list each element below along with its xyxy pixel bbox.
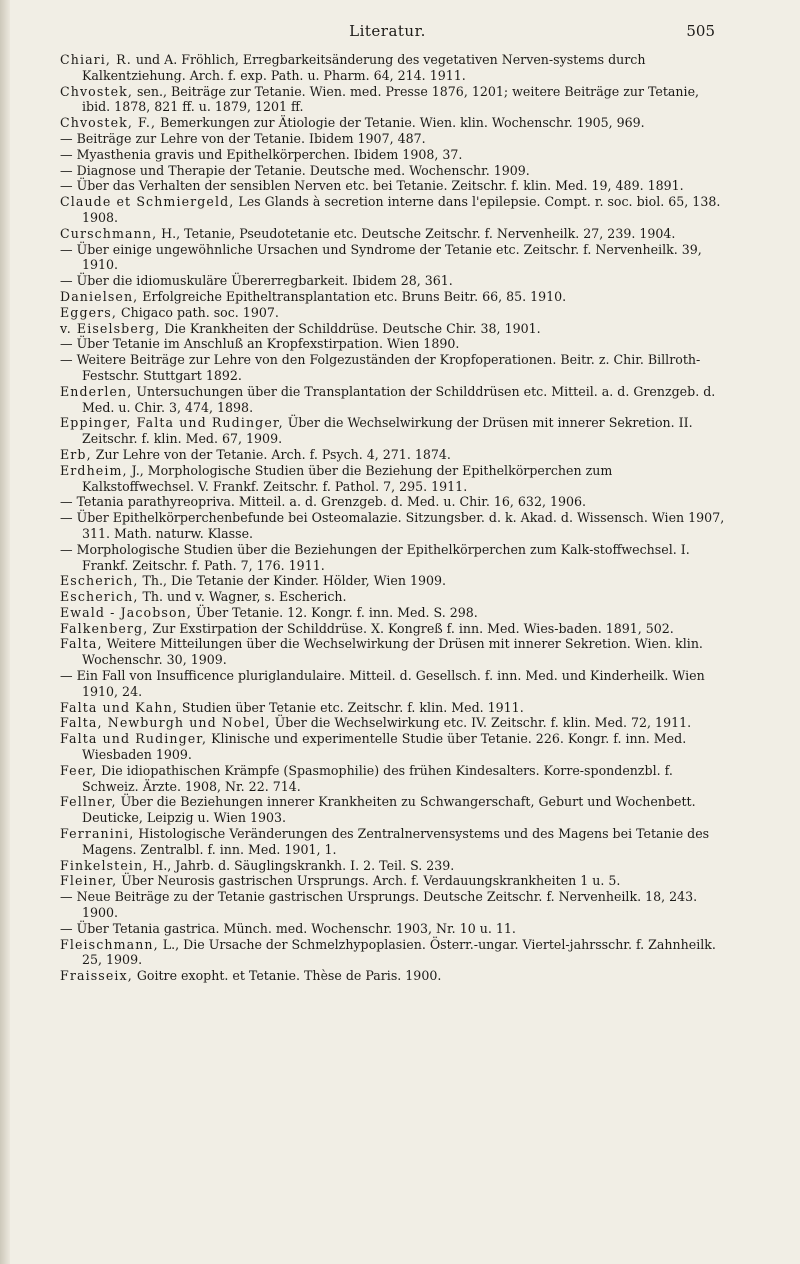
reference-text: — Über Tetanie im Anschluß an Kropfexstirpation. Wien 1890. xyxy=(60,336,460,352)
reference-text: Über Neurosis gastrischen Ursprungs. Arch. f. Verdauungskrankheiten 1 u. 5. xyxy=(117,873,621,889)
reference-entry xyxy=(60,858,725,874)
reference-text: H., Jahrb. d. Säuglingskrankh. I. 2. Teil. S. 239. xyxy=(148,857,455,873)
reference-text: — Ein Fall von Insufficence pluriglandulaire. Mitteil. d. Gesellsch. f. inn. Med. und Kinderheilk. Wien 1910, 24. xyxy=(60,668,705,699)
reference-entry xyxy=(60,668,725,700)
reference-text: — Über das Verhalten der sensiblen Nerven etc. bei Tetanie. Zeitschr. f. klin. Med. 19, 489. 1891. xyxy=(60,178,684,194)
reference-entry xyxy=(60,194,725,226)
reference-entry xyxy=(60,321,725,337)
reference-entry xyxy=(60,163,725,179)
reference-text: — Diagnose und Therapie der Tetanie. Deutsche med. Wochenschr. 1909. xyxy=(60,162,530,178)
reference-entry xyxy=(60,415,725,447)
reference-author: Chvostek, xyxy=(60,83,133,99)
reference-author: Falta, xyxy=(60,636,103,652)
reference-text: Über die Wechselwirkung etc. IV. Zeitschr. f. klin. Med. 72, 1911. xyxy=(270,715,692,731)
reference-text: — Über Epithelkörperchenbefunde bei Osteomalazie. Sitzungsber. d. k. Akad. d. Wissensch. Wien 1907, 311. Math. naturw. Klasse. xyxy=(60,510,725,541)
reference-text: Klinische und experimentelle Studie über Tetanie. 226. Kongr. f. inn. Med. Wiesbaden 1909. xyxy=(82,731,687,763)
reference-author: Enderlen, xyxy=(60,383,133,399)
reference-entry xyxy=(60,115,725,131)
reference-entry xyxy=(60,763,725,795)
reference-entry xyxy=(60,131,725,147)
reference-author: Ferranini, xyxy=(60,826,135,842)
reference-text: — Tetania parathyreopriva. Mitteil. a. d. Grenzgeb. d. Med. u. Chir. 16, 632, 1906. xyxy=(60,494,587,510)
reference-author: Claude et Schmiergeld, xyxy=(60,194,235,210)
reference-entry xyxy=(60,700,725,716)
reference-text: Zur Exstirpation der Schilddrüse. X. Kongreß f. inn. Med. Wies-baden. 1891, 502. xyxy=(148,620,674,636)
reference-entry xyxy=(60,621,725,637)
reference-author: Fleiner, xyxy=(60,873,118,889)
reference-text: Studien über Tetanie etc. Zeitschr. f. klin. Med. 1911. xyxy=(177,699,524,715)
reference-entry xyxy=(60,636,725,668)
reference-entry xyxy=(60,84,725,116)
reference-text: Erfolgreiche Epitheltransplantation etc. Bruns Beitr. 66, 85. 1910. xyxy=(138,288,567,304)
reference-text: Histologische Veränderungen des Zentralnervensystems und des Magens bei Tetanie des Magens. Zentralbl. f. inn. Med. 1901, 1. xyxy=(82,826,710,857)
reference-author: Chvostek, F., xyxy=(60,115,157,131)
reference-text: Die idiopathischen Krämpfe (Spasmophilie) des frühen Kindesalters. Korre-spondenzbl. f. Schweiz. Ärzte. 1908, Nr. 22. 714. xyxy=(82,762,673,794)
reference-author: Escherich, xyxy=(60,589,139,605)
reference-author: Falta und Rudinger, xyxy=(60,731,208,747)
reference-text: Über die Beziehungen innerer Krankheiten zu Schwangerschaft, Geburt und Wochenbett. Deuticke, Leipzig u. Wien 1903. xyxy=(82,794,696,826)
reference-text: — Weitere Beiträge zur Lehre von den Folgezuständen der Kropfoperationen. Beitr. z. Chir. Billroth-Festschr. Stuttgart 1892. xyxy=(60,352,701,383)
reference-entry xyxy=(60,147,725,163)
reference-author: Eppinger, Falta und Rudinger, xyxy=(60,415,284,431)
reference-entry xyxy=(60,352,725,384)
reference-text: H., Tetanie, Pseudotetanie etc. Deutsche Zeitschr. f. Nervenheilk. 27, 239. 1904. xyxy=(157,225,676,241)
reference-text: Die Krankheiten der Schilddrüse. Deutsche Chir. 38, 1901. xyxy=(160,320,541,336)
reference-author: Fellner, xyxy=(60,794,117,810)
reference-text: Weitere Mitteilungen über die Wechselwirkung der Drüsen mit innerer Sekretion. Wien. klin. Wochenschr. 30, 1909. xyxy=(82,636,703,668)
reference-entry xyxy=(60,336,725,352)
reference-entry xyxy=(60,794,725,826)
reference-author: Escherich, xyxy=(60,573,139,589)
reference-text: — Über einige ungewöhnliche Ursachen und Syndrome der Tetanie etc. Zeitschr. f. Nervenheilk. 39, 1910. xyxy=(60,241,702,273)
reference-text: Bemerkungen zur Ätiologie der Tetanie. Wien. klin. Wochenschr. 1905, 969. xyxy=(156,115,645,131)
reference-text: Th., Die Tetanie der Kinder. Hölder, Wien 1909. xyxy=(138,573,447,589)
reference-text: Untersuchungen über die Transplantation der Schilddrüsen etc. Mitteil. a. d. Grenzgeb. d. Med. u. Chir. 3, 474, 1898. xyxy=(82,383,716,415)
reference-entry xyxy=(60,510,725,542)
reference-list xyxy=(60,52,725,984)
reference-entry xyxy=(60,463,725,495)
reference-entry xyxy=(60,242,725,274)
reference-text: — Beiträge zur Lehre von der Tetanie. Ibidem 1907, 487. xyxy=(60,130,426,146)
reference-author: Falta und Kahn, xyxy=(60,699,178,715)
reference-text: Les Glands à secretion interne dans l'epilepsie. Compt. r. soc. biol. 65, 138. 1908. xyxy=(82,194,721,225)
reference-author: Falta, Newburgh und Nobel, xyxy=(60,715,271,731)
reference-author: Feer, xyxy=(60,762,98,778)
reference-author: Falkenberg, xyxy=(60,620,149,636)
reference-author: Finkelstein, xyxy=(60,857,149,873)
reference-author: Danielsen, xyxy=(60,288,139,304)
reference-entry xyxy=(60,384,725,416)
reference-text: — Über die idiomuskuläre Übererregbarkeit. Ibidem 28, 361. xyxy=(60,273,453,289)
page-header xyxy=(60,22,715,42)
reference-entry xyxy=(60,494,725,510)
reference-text: sen., Beiträge zur Tetanie. Wien. med. Presse 1876, 1201; weitere Beiträge zur Tetanie, ibid. 1878, 821 ff. u. 1879, 1201 ff. xyxy=(82,83,700,115)
reference-entry xyxy=(60,873,725,889)
reference-entry xyxy=(60,542,725,574)
reference-entry xyxy=(60,589,725,605)
reference-entry xyxy=(60,178,725,194)
reference-text: Goitre exopht. et Tetanie. Thèse de Paris. 1900. xyxy=(132,968,442,984)
reference-entry xyxy=(60,447,725,463)
reference-author: Fleischmann, xyxy=(60,936,159,952)
reference-text: — Myasthenia gravis und Epithelkörperchen. Ibidem 1908, 37. xyxy=(60,146,463,162)
reference-entry xyxy=(60,573,725,589)
reference-text: J., Morphologische Studien über die Beziehung der Epithelkörperchen zum Kalkstoffwechsel. V. Frankf. Zeitschr. f. Pathol. 7, 295. 1911. xyxy=(82,462,613,494)
reference-entry xyxy=(60,731,725,763)
reference-text: Chigaco path. soc. 1907. xyxy=(116,304,279,320)
reference-entry xyxy=(60,921,725,937)
reference-author: Curschmann, xyxy=(60,225,158,241)
reference-entry xyxy=(60,826,725,858)
reference-author: Erb, xyxy=(60,446,92,462)
reference-text: Zur Lehre von der Tetanie. Arch. f. Psych. 4, 271. 1874. xyxy=(91,446,451,462)
reference-entry xyxy=(60,968,725,984)
reference-author: Eggers, xyxy=(60,304,117,320)
reference-text: und A. Fröhlich, Erregbarkeitsänderung des vegetativen Nerven-systems durch Kalkentziehung. Arch. f. exp. Path. u. Pharm. 64, 214. 1911. xyxy=(82,52,646,83)
reference-author: Fraisseix, xyxy=(60,968,133,984)
reference-author: v. Eiselsberg, xyxy=(60,320,161,336)
running-title: Literatur. xyxy=(349,22,426,40)
reference-entry xyxy=(60,715,725,731)
reference-entry xyxy=(60,273,725,289)
page-number: 505 xyxy=(686,22,715,40)
reference-entry xyxy=(60,605,725,621)
reference-text: — Über Tetania gastrica. Münch. med. Wochenschr. 1903, Nr. 10 u. 11. xyxy=(60,920,516,936)
reference-entry xyxy=(60,889,725,921)
reference-author: Erdheim, xyxy=(60,462,128,478)
reference-entry xyxy=(60,52,725,84)
reference-author: Ewald - Jacobson, xyxy=(60,604,192,620)
reference-author: Chiari, R. xyxy=(60,52,132,67)
reference-text: Über die Wechselwirkung der Drüsen mit innerer Sekretion. II. Zeitschr. f. klin. Med. 67, 1909. xyxy=(82,415,693,447)
reference-entry xyxy=(60,289,725,305)
reference-text: — Neue Beiträge zu der Tetanie gastrischen Ursprungs. Deutsche Zeitschr. f. Nervenheilk. 18, 243. 1900. xyxy=(60,889,698,921)
reference-entry xyxy=(60,305,725,321)
reference-text: Über Tetanie. 12. Kongr. f. inn. Med. S. 298. xyxy=(191,604,478,620)
reference-entry xyxy=(60,226,725,242)
reference-text: Th. und v. Wagner, s. Escherich. xyxy=(138,589,347,605)
reference-entry xyxy=(60,937,725,969)
reference-text: — Morphologische Studien über die Beziehungen der Epithelkörperchen zum Kalk-stoffwechsel. I. Frankf. Zeitschr. f. Path. 7, 176. 1911. xyxy=(60,541,690,573)
page-edge-shadow xyxy=(0,0,10,1264)
reference-text: L., Die Ursache der Schmelzhypoplasien. Österr.-ungar. Viertel-jahrsschr. f. Zahnheilk. 25, 1909. xyxy=(82,936,716,968)
